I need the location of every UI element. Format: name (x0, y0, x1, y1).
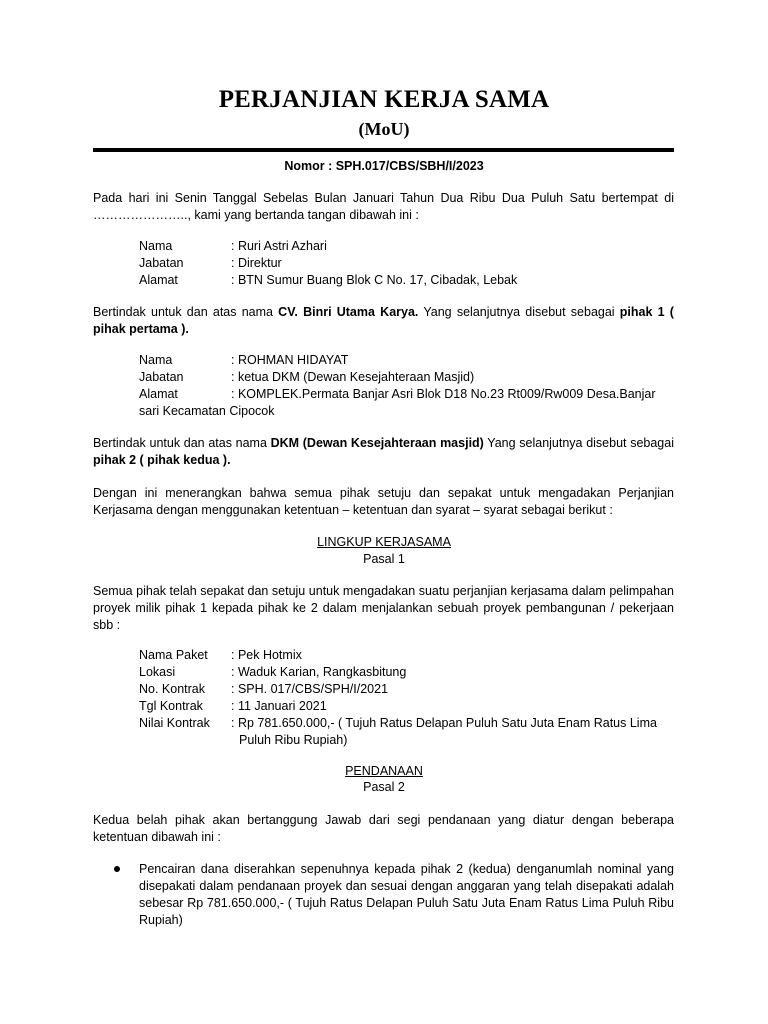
field-value: : KOMPLEK.Permata Banjar Asri Blok D18 No.23 Rt009/Rw009 Desa.Banjar (231, 387, 656, 401)
field-label: Alamat (139, 387, 178, 401)
document-subtitle: (MoU) (358, 119, 410, 139)
statement-text: Bertindak untuk dan atas nama (93, 305, 279, 319)
project-details (139, 647, 679, 749)
statement-text: Yang selanjutnya disebut sebagai (418, 305, 620, 319)
field-value: : ROHMAN HIDAYAT (231, 353, 349, 367)
company-name: CV. Binri Utama Karya. (278, 305, 419, 319)
field-label: Nama (139, 353, 173, 367)
statement-text: Bertindak untuk dan atas nama (93, 436, 271, 450)
field-label: Nilai Kontrak (139, 716, 210, 730)
funding-bullet (114, 861, 674, 929)
party1-position-row (139, 255, 679, 272)
document-number: Nomor : SPH.017/CBS/SBH/I/2023 (284, 159, 484, 173)
field-label: Jabatan (139, 370, 184, 384)
party2-address-row (139, 386, 679, 403)
agreement-paragraph: Dengan ini menerangkan bahwa semua pihak setuju dan sepakat untuk mengadakan Perjanjian Kerjasama dengan menggunakan ketentuan – ketentuan dan syarat – syarat sebagai berikut : (93, 486, 674, 517)
section-heading-scope: LINGKUP KERJASAMA (317, 535, 451, 549)
statement-text: Yang selanjutnya disebut sebagai (483, 436, 674, 450)
document-title: PERJANJIAN KERJA SAMA (218, 86, 550, 113)
bullet-icon (114, 866, 120, 872)
field-value: : Rp 781.650.000,- ( Tujuh Ratus Delapan Puluh Satu Juta Enam Ratus Lima (231, 716, 657, 730)
contract-value-continuation (139, 732, 679, 749)
party2-name-row (139, 352, 679, 369)
field-value: sari Kecamatan Cipocok (139, 404, 275, 418)
field-label: Jabatan (139, 256, 184, 270)
field-value: : ketua DKM (Dewan Kesejahteraan Masjid) (231, 370, 475, 384)
field-value: : Pek Hotmix (231, 648, 302, 662)
opening-paragraph: Pada hari ini Senin Tanggal Sebelas Bulan Januari Tahun Dua Ribu Dua Puluh Satu bertempat di ………………….., kami yang bertanda tangan dibawah ini : (93, 191, 674, 222)
field-label: Nama Paket (139, 648, 208, 662)
party2-details (139, 352, 679, 420)
article1-paragraph: Semua pihak telah sepakat dan setuju untuk mengadakan suatu perjanjian kerjasama dalam pelimpahan proyek milik pihak 1 kepada pihak ke 2 dalam menjalankan sebuah proyek pembangunan / pekerjaan sbb : (93, 584, 674, 632)
party-designation: pihak 1 ( pihak pertama ). (93, 305, 674, 336)
article-number-2: Pasal 2 (363, 780, 405, 794)
party2-statement (93, 435, 674, 469)
field-value: : Waduk Karian, Rangkasbitung (231, 665, 407, 679)
party1-address-row (139, 272, 679, 289)
field-value: : Direktur (231, 256, 282, 270)
field-value: Puluh Ribu Rupiah) (239, 733, 348, 747)
location-row (139, 664, 679, 681)
field-label: Tgl Kontrak (139, 699, 203, 713)
field-value: : 11 Januari 2021 (231, 699, 327, 713)
title-divider (93, 148, 674, 152)
field-label: No. Kontrak (139, 682, 206, 696)
party2-position-row (139, 369, 679, 386)
party2-address-continuation (139, 403, 679, 420)
article-number-1: Pasal 1 (363, 552, 405, 566)
contract-number-row (139, 681, 679, 698)
section-heading-funding: PENDANAAN (345, 764, 423, 778)
article2-paragraph: Kedua belah pihak akan bertanggung Jawab dari segi pendanaan yang diatur dengan beberapa ketentuan dibawah ini : (93, 813, 674, 844)
contract-date-row (139, 698, 679, 715)
field-value: : Ruri Astri Azhari (231, 239, 327, 253)
package-name-row (139, 647, 679, 664)
field-label: Alamat (139, 273, 178, 287)
field-label: Nama (139, 239, 173, 253)
field-label: Lokasi (139, 665, 176, 679)
bullet-text: Pencairan dana diserahkan sepenuhnya kepada pihak 2 (kedua) denganumlah nominal yang disepakati dalam pendanaan proyek dan sesuai dengan anggaran yang telah disepakati adalah sebesar Rp 781.650.000,- ( Tujuh Ratus Delapan Puluh Satu Juta Enam Ratus Lima Puluh Ribu Rupiah) (139, 862, 674, 927)
party1-details (139, 238, 679, 289)
organization-name: DKM (Dewan Kesejahteraan masjid) (270, 436, 484, 450)
party1-name-row (139, 238, 679, 255)
party1-statement (93, 304, 674, 338)
field-value: : SPH. 017/CBS/SPH/I/2021 (231, 682, 389, 696)
field-value: : BTN Sumur Buang Blok C No. 17, Cibadak, Lebak (231, 273, 518, 287)
party-designation: pihak 2 ( pihak kedua ). (93, 453, 231, 467)
contract-value-row (139, 715, 679, 732)
